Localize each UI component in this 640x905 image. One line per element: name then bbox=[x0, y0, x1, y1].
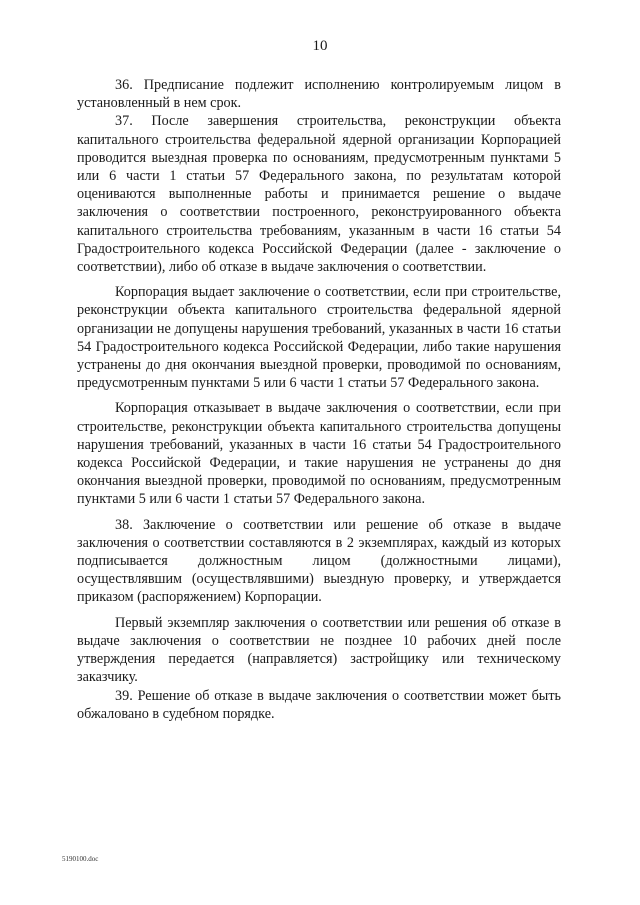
paragraph-39: 39. Решение об отказе в выдаче заключения о соответствии может быть обжаловано в судебном порядке. bbox=[77, 687, 561, 722]
paragraph-refuse-conclusion: Корпорация отказывает в выдаче заключения о соответствии, если при строительстве, реконструкции объекта капитального строительства допущены нарушения требований, указанных в части 16 статьи 54 Градостроительного кодекса Российской Федерации, и такие нарушения не устранены до дня окончания выездной проверки, проводимой по основаниям, предусмотренным пунктами 5 или 6 части 1 статьи 57 Федерального закона. bbox=[77, 400, 561, 508]
paragraph-issue-conclusion: Корпорация выдает заключение о соответствии, если при строительстве, реконструкции объекта капитального строительства федеральной ядерной организации не допущены нарушения требований, указанных в части 16 статьи 54 Градостроительного кодекса Российской Федерации, либо такие нарушения устранены до дня окончания выездной проверки, проводимой по основаниям, предусмотренным пунктами 5 или 6 части 1 статьи 57 Федерального закона. bbox=[77, 284, 561, 392]
document-body bbox=[77, 76, 561, 723]
paragraph-first-copy: Первый экземпляр заключения о соответствии или решения об отказе в выдаче заключения о соответствии не позднее 10 рабочих дней после утверждения передается (направляется) застройщику или техническому заказчику. bbox=[77, 614, 561, 686]
footer-file-code: 5190100.doc bbox=[62, 855, 99, 863]
page-number: 10 bbox=[312, 38, 328, 54]
paragraph-37: 37. После завершения строительства, реконструкции объекта капитального строительства федеральной ядерной организации Корпорацией проводится выездная проверка по основаниям, предусмотренным пунктами 5 или 6 части 1 статьи 57 Федерального закона, по результатам которой оцениваются выполненные работы и принимается решение о выдаче заключения о соответствии построенного, реконструированного объекта капитального строительства требованиям, указанным в части 16 статьи 54 Градостроительного кодекса Российской Федерации (далее - заключение о соответствии), либо об отказе в выдаче заключения о соответствии. bbox=[77, 113, 561, 276]
paragraph-36: 36. Предписание подлежит исполнению контролируемым лицом в установленный в нем срок. bbox=[77, 77, 561, 112]
paragraph-38: 38. Заключение о соответствии или решение об отказе в выдаче заключения о соответствии составляются в 2 экземплярах, каждый из которых подписывается должностным лицом (должностными лицами), осуществлявшим (осуществлявшими) выездную проверку, и утверждается приказом (распоряжением) Корпорации. bbox=[77, 516, 561, 606]
